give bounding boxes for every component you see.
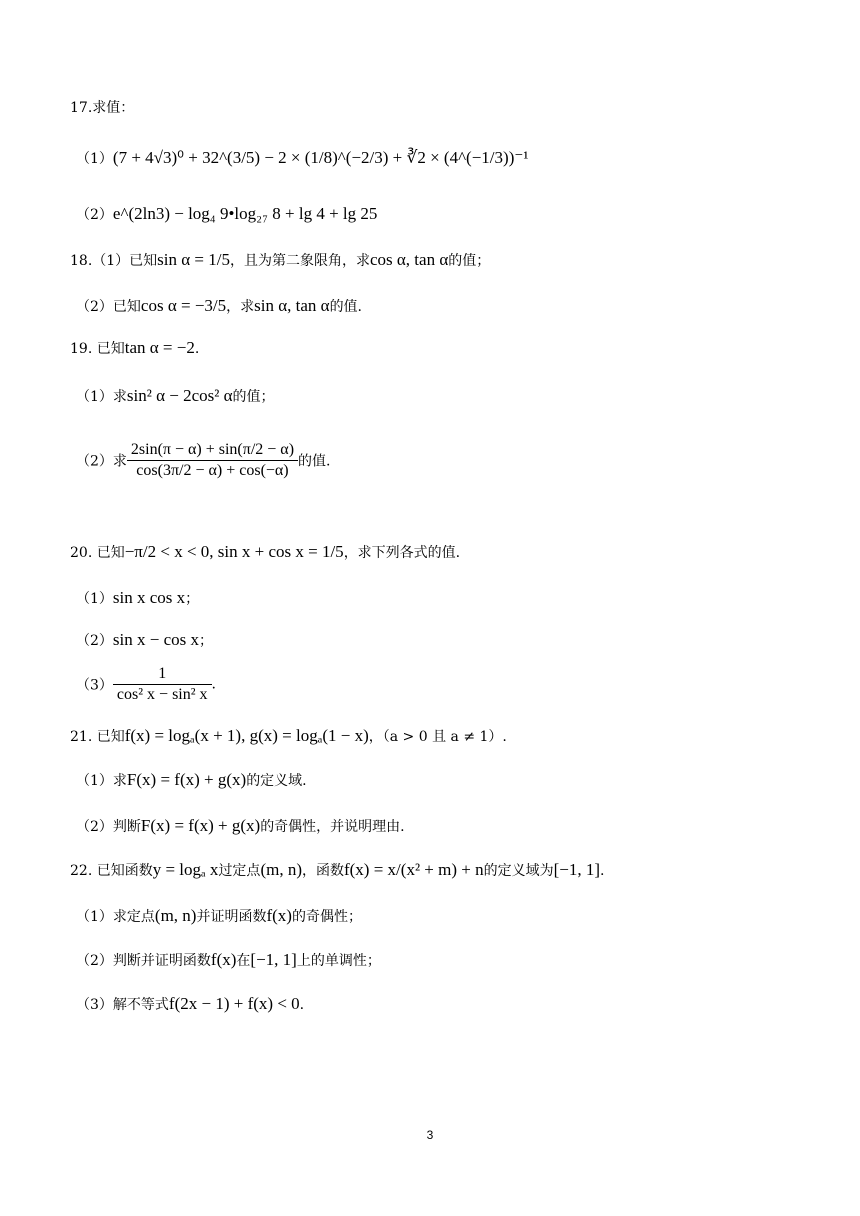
q20-part2 (76, 630, 213, 651)
q18-part1-end: 的值； (448, 253, 491, 269)
q22-part3-inequality: f(2x − 1) + f(x) < 0 (168, 994, 300, 1013)
q21-part1-expression: F(x) = f(x) + g(x) (126, 770, 247, 789)
q20-part3-denominator: cos² x − sin² x (116, 686, 208, 703)
q22-text3: 的定义域为 (483, 863, 554, 879)
q19-label: 19. 已知 (70, 341, 125, 357)
q18-heading: 18.（1）已知 (70, 253, 158, 269)
q19-part2-label: （2）求 (76, 453, 127, 470)
q18-part2-text: ，求 (226, 299, 255, 315)
q17-part1 (76, 148, 528, 169)
q19-part1-label: （1）求 (76, 389, 127, 405)
q18-part1-condition: sin α = 1/5 (157, 250, 230, 269)
q17-part1-expression: (7 + 4√3)⁰ + 32^(3/5) − 2 × (1/8)^(−2/3) + ∛2 × (4^(−1/3))⁻¹ (112, 148, 529, 167)
q22-part2-text: 在 (236, 953, 251, 969)
q20-part3 (76, 664, 216, 705)
q22-part3-end: . (299, 997, 305, 1013)
q21-condition: f(x) = logₐ(x + 1), g(x) = logₐ(1 − x) (124, 726, 369, 745)
q22-part2-function: f(x) (210, 950, 237, 969)
q17-heading: 17.求值： (70, 100, 135, 116)
q21-part1-end: 的定义域. (246, 773, 307, 789)
q20-part3-numerator: 1 (113, 664, 212, 685)
q18-part2-condition: cos α = −3/5 (140, 296, 227, 315)
q20-condition: −π/2 < x < 0, sin x + cos x = 1/5 (124, 542, 344, 561)
q20-part3-end: . (211, 676, 216, 693)
q22-part2 (76, 950, 381, 971)
q21-part2-end: 的奇偶性，并说明理由. (260, 819, 405, 835)
q22-text1: 过定点 (218, 863, 261, 879)
q20-text: ，求下列各式的值. (343, 545, 461, 561)
q22-text2: ，函数 (301, 863, 344, 879)
q22-part2-label: （2）判断并证明函数 (76, 953, 211, 969)
q19-heading (70, 338, 199, 359)
q20-part1-end: ； (185, 591, 200, 607)
q18-part2-ask: sin α, tan α (254, 296, 330, 315)
q22-function: y = logₐ x (152, 860, 219, 879)
q17-part2-expression: e^(2ln3) − log₄ 9•log₂₇ 8 + lg 4 + lg 25 (112, 204, 378, 223)
q22-part2-end: 上的单调性； (296, 953, 381, 969)
q22-part1 (76, 906, 362, 927)
q22-part3-label: （3）解不等式 (76, 997, 169, 1013)
q19-condition: tan α = −2 (124, 338, 195, 357)
q20-part3-label: （3） (76, 677, 113, 694)
q22-domain: [−1, 1] (553, 860, 601, 879)
q20-part1 (76, 588, 199, 609)
q21-paren: ，（a > 0 且 a ≠ 1）. (368, 729, 507, 745)
q19-part1-expression: sin² α − 2cos² α (126, 386, 233, 405)
q21-part2 (76, 816, 405, 837)
q20-part2-label: （2） (76, 633, 113, 649)
page-number: 3 (426, 1128, 434, 1142)
q22-part1-point: (m, n) (154, 906, 197, 925)
q20-part1-expression: sin x cos x (112, 588, 186, 607)
q22-fdef: f(x) = x/(x² + m) + n (343, 860, 484, 879)
q22-dot: . (600, 863, 605, 879)
q18-part2-end: 的值. (329, 299, 363, 315)
q19-part2-end: 的值. (298, 453, 331, 470)
q19-part1-end: 的值； (232, 389, 275, 405)
q21-heading (70, 726, 507, 747)
q22-part1-text: 并证明函数 (196, 909, 267, 925)
q20-part2-expression: sin x − cos x (112, 630, 200, 649)
q21-part2-label: （2）判断 (76, 819, 141, 835)
q17-part2 (76, 204, 377, 225)
q22-part1-label: （1）求定点 (76, 909, 155, 925)
q22-part2-interval: [−1, 1] (250, 950, 297, 969)
q18-part1 (70, 250, 490, 271)
q22-label: 22. 已知函数 (70, 863, 153, 879)
q18-part1-text: ，且为第二象限角，求 (229, 253, 370, 269)
q21-part1 (76, 770, 307, 791)
q22-part3 (76, 994, 304, 1015)
q22-point: (m, n) (260, 860, 302, 879)
q18-part1-ask: cos α, tan α (369, 250, 449, 269)
q20-heading (70, 542, 460, 563)
q18-part2-label: （2）已知 (76, 299, 141, 315)
q20-label: 20. 已知 (70, 545, 125, 561)
q20-part2-end: ； (199, 633, 214, 649)
q21-label: 21. 已知 (70, 729, 125, 745)
q19-part2-fraction (127, 440, 298, 481)
q17-part1-label: （1） (76, 151, 113, 167)
q19-part1 (76, 386, 275, 407)
q19-part2-denominator: cos(3π/2 − α) + cos(−α) (136, 462, 289, 479)
q22-part1-function: f(x) (266, 906, 292, 925)
q19-dot: . (194, 341, 200, 357)
q19-part2-numerator: 2sin(π − α) + sin(π/2 − α) (127, 440, 298, 461)
q18-part2 (76, 296, 362, 317)
q17-part2-label: （2） (76, 207, 113, 223)
q20-part3-fraction (113, 664, 212, 705)
q19-part2 (76, 440, 330, 481)
q20-part1-label: （1） (76, 591, 113, 607)
q22-heading (70, 860, 604, 881)
q21-part2-expression: F(x) = f(x) + g(x) (140, 816, 261, 835)
q21-part1-label: （1）求 (76, 773, 127, 789)
q22-part1-end: 的奇偶性； (291, 909, 362, 925)
